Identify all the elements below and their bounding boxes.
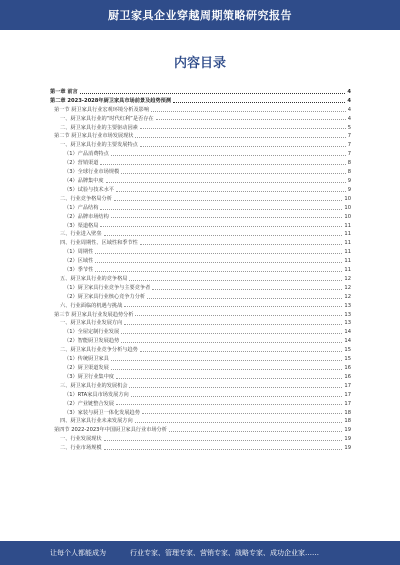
toc-leader-dots bbox=[121, 173, 346, 174]
toc-entry-label: 三、行业进入壁垒 bbox=[60, 231, 102, 238]
toc-leader-dots bbox=[140, 351, 343, 352]
toc-entry[interactable] bbox=[50, 237, 351, 246]
toc-entry-label: （3）家装与厨卫一体化发展趋势 bbox=[64, 409, 140, 416]
toc-entry[interactable] bbox=[50, 433, 351, 442]
toc-leader-dots bbox=[111, 155, 346, 156]
toc-entry-label: （1）全屋定制行业发展 bbox=[64, 329, 120, 336]
toc-leader-dots bbox=[116, 404, 342, 405]
toc-entry[interactable] bbox=[50, 407, 351, 416]
toc-entry[interactable] bbox=[50, 246, 351, 255]
toc-entry-page: 4 bbox=[347, 115, 351, 122]
toc-leader-dots bbox=[80, 93, 346, 94]
toc-entry[interactable] bbox=[50, 353, 351, 362]
toc-entry[interactable] bbox=[50, 371, 351, 380]
toc-entry[interactable] bbox=[50, 300, 351, 309]
toc-entry-page: 17 bbox=[344, 391, 351, 398]
toc-entry[interactable] bbox=[50, 193, 351, 202]
toc-entry-page: 12 bbox=[344, 284, 351, 291]
toc-leader-dots bbox=[95, 253, 342, 254]
toc-entry-page: 7 bbox=[347, 142, 351, 149]
toc-leader-dots bbox=[121, 333, 342, 334]
toc-entry-page: 11 bbox=[344, 249, 351, 256]
toc-entry[interactable] bbox=[50, 291, 351, 300]
toc-entry-page: 13 bbox=[344, 302, 351, 309]
report-header bbox=[0, 0, 400, 30]
toc-entry[interactable] bbox=[50, 122, 351, 131]
toc-entry-label: （2）厨卫家具行业核心竞争力分析 bbox=[64, 293, 146, 300]
toc-leader-dots bbox=[111, 369, 343, 370]
toc-leader-dots bbox=[104, 235, 343, 236]
toc-entry-page: 8 bbox=[347, 160, 351, 167]
toc-leader-dots bbox=[116, 378, 342, 379]
toc-entry-page: 10 bbox=[344, 213, 351, 220]
toc-entry[interactable] bbox=[50, 202, 351, 211]
toc-entry-label: 四、厨卫家具行业未来发展方向 bbox=[60, 418, 133, 425]
toc-entry[interactable] bbox=[50, 273, 351, 282]
toc-entry[interactable] bbox=[50, 175, 351, 184]
toc-entry-label: 二、行业市场规模 bbox=[60, 445, 102, 452]
toc-entry-label: （2）产业链整合发展 bbox=[64, 400, 114, 407]
toc-entry-label: 第三节 厨卫家具行业发展趋势分析 bbox=[54, 311, 134, 318]
toc-entry-page: 11 bbox=[344, 231, 351, 238]
toc-entry[interactable] bbox=[50, 416, 351, 425]
toc-entry-label: 第四节 2022-2023年中国厨卫家具行业市场分析 bbox=[54, 427, 167, 434]
toc-entry-page: 5 bbox=[347, 124, 351, 131]
toc-entry-label: 一、行业发展现状 bbox=[60, 436, 102, 443]
toc-leader-dots bbox=[100, 226, 342, 227]
toc-entry-label: （1）产品结构 bbox=[64, 204, 99, 211]
toc-entry[interactable] bbox=[50, 442, 351, 451]
toc-entry[interactable] bbox=[50, 211, 351, 220]
toc-leader-dots bbox=[129, 280, 342, 281]
toc-entry-label: （2）智能厨卫发展趋势 bbox=[64, 338, 120, 345]
footer-bar bbox=[0, 541, 400, 565]
toc-entry-page: 18 bbox=[344, 418, 351, 425]
toc-leader-dots bbox=[111, 217, 343, 218]
toc-entry-page: 8 bbox=[347, 169, 351, 176]
toc-leader-dots bbox=[106, 182, 346, 183]
toc-entry-page: 13 bbox=[344, 320, 351, 327]
toc-entry-label: 二、厨卫家具行业竞争分析与趋势 bbox=[60, 347, 138, 354]
toc-leader-dots bbox=[147, 298, 342, 299]
report-title: 厨卫家具企业穿越周期策略研究报告 bbox=[108, 9, 292, 22]
toc-leader-dots bbox=[100, 164, 345, 165]
footer-slogan-left: 让每个人都能成为 bbox=[50, 549, 106, 557]
toc-leader-dots bbox=[124, 324, 342, 325]
toc-entry-label: （1）RTA家具市场发展方向 bbox=[64, 391, 129, 398]
toc-entry-page: 19 bbox=[344, 436, 351, 443]
toc-leader-dots bbox=[173, 102, 345, 103]
toc-entry-label: 五、厨卫家具行业的竞争格局 bbox=[60, 275, 128, 282]
toc-leader-dots bbox=[95, 271, 342, 272]
toc-leader-dots bbox=[95, 262, 342, 263]
toc-entry-page: 4 bbox=[347, 88, 351, 95]
toc-entry[interactable] bbox=[50, 362, 351, 371]
toc-title: 内容目录 bbox=[173, 56, 226, 71]
toc-entry-page: 10 bbox=[344, 204, 351, 211]
toc-entry-label: （2）区域性 bbox=[64, 258, 94, 265]
toc-leader-dots bbox=[135, 422, 343, 423]
toc-entry[interactable] bbox=[50, 86, 351, 95]
toc-leader-dots bbox=[151, 111, 346, 112]
toc-entry[interactable] bbox=[50, 148, 351, 157]
toc-entry[interactable] bbox=[50, 220, 351, 229]
table-of-contents bbox=[50, 86, 351, 451]
toc-entry-label: 三、厨卫家具行业的发展机会 bbox=[60, 382, 128, 389]
toc-entry-label: （3）全球行业市场规模 bbox=[64, 169, 120, 176]
toc-entry-label: 一、厨卫家具行业的“时代红利”是否存在 bbox=[60, 115, 154, 122]
toc-entry-page: 17 bbox=[344, 382, 351, 389]
toc-entry-page: 11 bbox=[344, 222, 351, 229]
toc-leader-dots bbox=[169, 431, 342, 432]
toc-leader-dots bbox=[104, 440, 343, 441]
toc-entry-label: （3）渠道格局 bbox=[64, 222, 99, 229]
toc-leader-dots bbox=[135, 137, 345, 138]
toc-entry-page: 10 bbox=[344, 195, 351, 202]
toc-leader-dots bbox=[140, 128, 346, 129]
toc-entry-label: 第二节 厨卫家具行业市场发展现状 bbox=[54, 133, 134, 140]
toc-entry-page: 12 bbox=[344, 275, 351, 282]
toc-entry-label: （3）季节性 bbox=[64, 267, 94, 274]
toc-entry[interactable] bbox=[50, 318, 351, 327]
toc-leader-dots bbox=[104, 449, 343, 450]
toc-leader-dots bbox=[111, 360, 343, 361]
toc-entry[interactable] bbox=[50, 309, 351, 318]
toc-entry-label: （4）品牌集中度 bbox=[64, 177, 104, 184]
toc-entry-page: 17 bbox=[344, 400, 351, 407]
toc-leader-dots bbox=[124, 306, 342, 307]
toc-entry[interactable] bbox=[50, 335, 351, 344]
toc-entry-label: （1）产品消费特点 bbox=[64, 151, 109, 158]
toc-entry-label: 第一章 前言 bbox=[50, 88, 78, 95]
toc-entry-label: （5）试验与技术水平 bbox=[64, 186, 114, 193]
toc-entry[interactable] bbox=[50, 282, 351, 291]
toc-entry-page: 14 bbox=[344, 338, 351, 345]
toc-leader-dots bbox=[129, 387, 342, 388]
toc-entry-page: 16 bbox=[344, 373, 351, 380]
toc-entry-page: 18 bbox=[344, 409, 351, 416]
toc-entry-label: 一、厨卫家具行业的主要发展特点 bbox=[60, 142, 138, 149]
toc-entry-page: 7 bbox=[347, 133, 351, 140]
toc-entry-page: 14 bbox=[344, 329, 351, 336]
toc-leader-dots bbox=[135, 315, 342, 316]
toc-entry[interactable] bbox=[50, 380, 351, 389]
toc-entry-page: 4 bbox=[347, 97, 351, 104]
toc-entry-label: 二、行业竞争格局分析 bbox=[60, 195, 112, 202]
toc-entry[interactable] bbox=[50, 95, 351, 104]
toc-entry-label: （2）营销渠道 bbox=[64, 160, 99, 167]
toc-entry-label: 二、厨卫家具行业的主要驱动因素 bbox=[60, 124, 138, 131]
toc-entry[interactable] bbox=[50, 344, 351, 353]
toc-entry-label: 四、行业周期性、区域性和季节性 bbox=[60, 240, 138, 247]
toc-entry[interactable] bbox=[50, 326, 351, 335]
toc-entry[interactable] bbox=[50, 157, 351, 166]
toc-entry[interactable] bbox=[50, 229, 351, 238]
toc-entry-page: 9 bbox=[347, 177, 351, 184]
toc-entry[interactable] bbox=[50, 184, 351, 193]
toc-entry-label: （1）厨卫家具行业竞争与主要竞争者 bbox=[64, 284, 151, 291]
toc-entry[interactable] bbox=[50, 131, 351, 140]
toc-entry-page: 4 bbox=[347, 106, 351, 113]
toc-entry-label: （1）传统厨卫家具 bbox=[64, 356, 109, 363]
toc-leader-dots bbox=[140, 244, 343, 245]
toc-leader-dots bbox=[100, 209, 342, 210]
toc-entry[interactable] bbox=[50, 389, 351, 398]
toc-entry[interactable] bbox=[50, 424, 351, 433]
toc-entry[interactable] bbox=[50, 139, 351, 148]
toc-entry[interactable] bbox=[50, 113, 351, 122]
toc-entry-page: 13 bbox=[344, 311, 351, 318]
toc-entry-label: （1）周期性 bbox=[64, 249, 94, 256]
toc-entry[interactable] bbox=[50, 104, 351, 113]
toc-entry-page: 19 bbox=[344, 427, 351, 434]
toc-entry-label: 第二章 2023-2028年厨卫家具市场前景及趋势预测 bbox=[50, 97, 172, 104]
toc-entry-page: 11 bbox=[344, 267, 351, 274]
toc-leader-dots bbox=[140, 146, 346, 147]
toc-entry-page: 11 bbox=[344, 240, 351, 247]
toc-entry-label: （2）厨卫渠道发展 bbox=[64, 365, 109, 371]
toc-entry-page: 12 bbox=[344, 293, 351, 300]
toc-entry[interactable] bbox=[50, 166, 351, 175]
toc-entry-page: 15 bbox=[344, 356, 351, 363]
toc-entry-label: （3）厨卫行业集中度 bbox=[64, 373, 114, 380]
toc-entry-label: 六、行业面临的机遇与挑战 bbox=[60, 302, 123, 309]
toc-entry-label: 一、厨卫家具行业发展方向 bbox=[60, 320, 123, 327]
toc-leader-dots bbox=[142, 413, 342, 414]
toc-entry-page: 16 bbox=[344, 365, 351, 371]
toc-entry-page: 15 bbox=[344, 347, 351, 354]
toc-entry-label: （2）品牌市场结构 bbox=[64, 213, 109, 220]
toc-leader-dots bbox=[121, 342, 342, 343]
toc-entry-page: 11 bbox=[344, 258, 351, 265]
toc-entry-page: 7 bbox=[347, 151, 351, 158]
toc-entry[interactable] bbox=[50, 398, 351, 407]
toc-entry[interactable] bbox=[50, 264, 351, 273]
toc-entry-label: 第一节 厨卫家具行业宏观环境分析及影响 bbox=[54, 106, 150, 113]
toc-entry[interactable] bbox=[50, 255, 351, 264]
toc-leader-dots bbox=[152, 289, 342, 290]
toc-leader-dots bbox=[114, 200, 343, 201]
toc-entry-page: 19 bbox=[344, 445, 351, 452]
toc-entry-page: 9 bbox=[347, 186, 351, 193]
footer-slogan-right: 行业专家、管理专家、营销专家、战略专家、成功企业家…… bbox=[130, 549, 319, 557]
toc-leader-dots bbox=[131, 396, 343, 397]
toc-leader-dots bbox=[116, 191, 346, 192]
toc-leader-dots bbox=[156, 119, 346, 120]
